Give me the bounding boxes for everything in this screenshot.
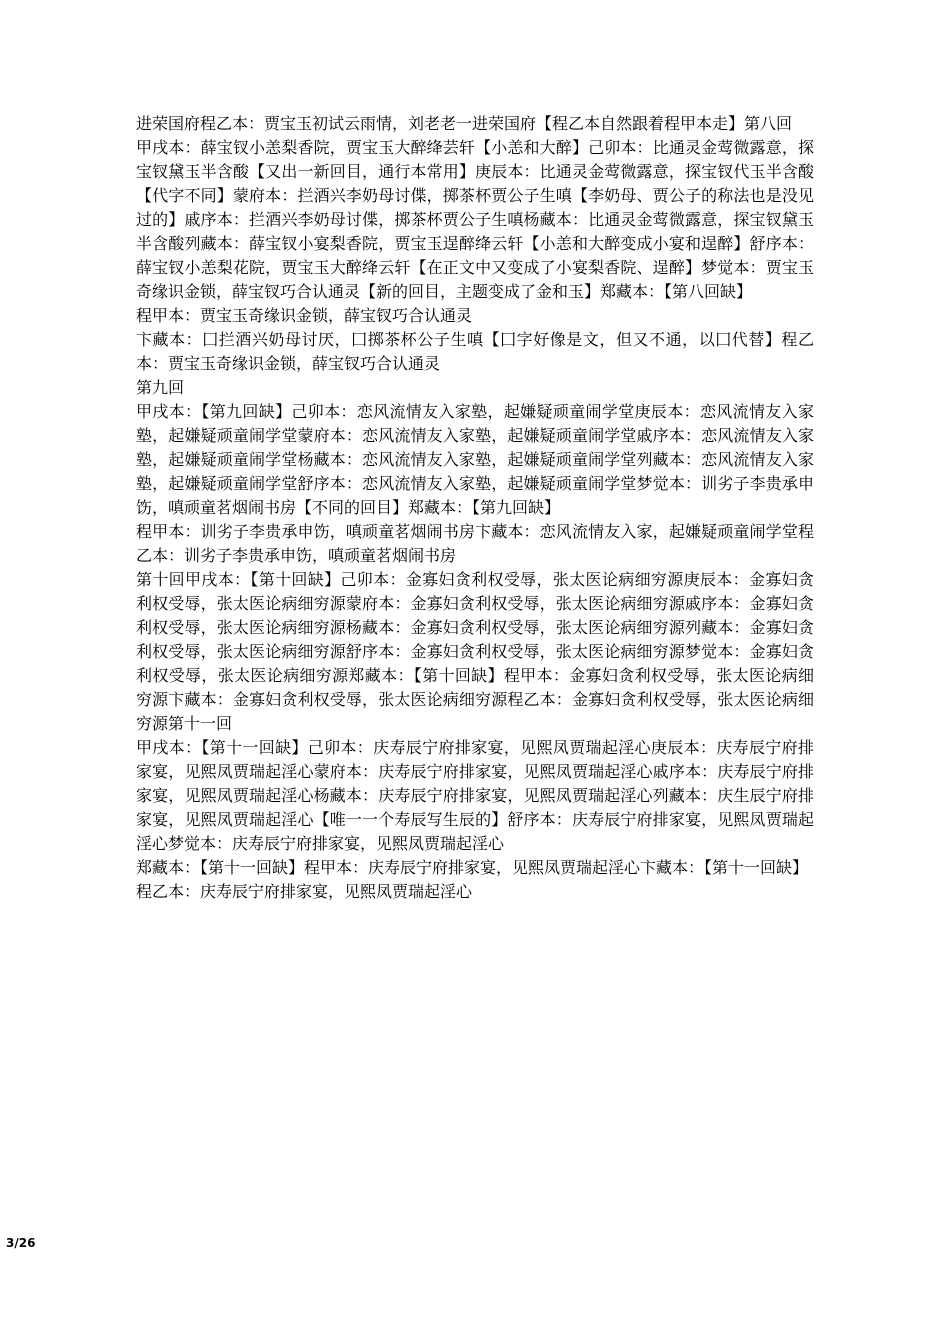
- paragraph: 程甲本：贾宝玉奇缘识金锁，薛宝钗巧合认通灵: [136, 306, 473, 325]
- paragraph: 程乙本：庆寿辰宁府排家宴，见熙凤贾瑞起淫心: [136, 882, 473, 901]
- paragraph: 甲戌本：【第九回缺】己卯本：恋风流情友入家塾，起嫌疑顽童闹学堂庚辰本：恋风流情友入家塾，起嫌疑顽童闹学堂蒙府本：恋风流情友入家塾，起嫌疑顽童闹学堂戚序本：恋风流情友入家塾，起嫌疑顽童闹学堂杨藏本：恋风流情友入家塾，起嫌疑顽童闹学堂列藏本：恋风流情友入家塾，起嫌疑顽童闹学堂舒序本：恋风流情友入家塾，起嫌疑顽童闹学堂梦觉本：训劣子李贵承申饬，嗔顽童茗烟闹书房【不同的回目】郑藏本：【第九回缺】: [136, 402, 814, 517]
- page-number: 3/26: [6, 1236, 36, 1250]
- paragraph: 程甲本：训劣子李贵承申饬，嗔顽童茗烟闹书房卞藏本：恋风流情友入家，起嫌疑顽童闹学堂程乙本：训劣子李贵承申饬，嗔顽童茗烟闹书房: [136, 522, 814, 565]
- paragraph: 郑藏本：【第十一回缺】程甲本：庆寿辰宁府排家宴，见熙凤贾瑞起淫心卞藏本：【第十一回缺】: [136, 858, 809, 877]
- paragraph: 甲戌本：【第十一回缺】己卯本：庆寿辰宁府排家宴，见熙凤贾瑞起淫心庚辰本：庆寿辰宁府排家宴，见熙凤贾瑞起淫心蒙府本：庆寿辰宁府排家宴，见熙凤贾瑞起淫心戚序本：庆寿辰宁府排家宴，见熙凤贾瑞起淫心杨藏本：庆寿辰宁府排家宴，见熙凤贾瑞起淫心列藏本：庆生辰宁府排家宴，见熙凤贾瑞起淫心【唯一一个寿辰写生辰的】舒序本：庆寿辰宁府排家宴，见熙凤贾瑞起淫心梦觉本：庆寿辰宁府排家宴，见熙凤贾瑞起淫心: [136, 738, 814, 853]
- paragraph: 进荣国府程乙本：贾宝玉初试云雨情，刘老老一进荣国府【程乙本自然跟着程甲本走】第八回: [136, 114, 793, 133]
- page-body: [136, 112, 814, 904]
- paragraph: 甲戌本：薛宝钗小恙梨香院，贾宝玉大醉绛芸轩【小恙和大醉】己卯本：比通灵金莺微露意，探宝钗黛玉半含酸【又出一新回目，通行本常用】庚辰本：比通灵金莺微露意，探宝钗代玉半含酸【代字不同】蒙府本：拦酒兴李奶母讨偞，掷茶杯贾公子生嗔【李奶母、贾公子的称法也是没见过的】戚序本：拦酒兴李奶母讨偞，掷茶杯贾公子生嗔杨藏本：比通灵金莺微露意，探宝钗黛玉半含酸列藏本：薛宝钗小宴梨香院，贾宝玉逞醉绛云轩【小恙和大醉变成小宴和逞醉】舒序本：薛宝钗小恙梨花院，贾宝玉大醉绛云轩【在正文中又变成了小宴梨香院、逞醉】梦觉本：贾宝玉奇缘识金锁，薛宝钗巧合认通灵【新的回目，主题变成了金和玉】郑藏本：【第八回缺】: [136, 138, 814, 301]
- paragraph: 第九回: [136, 378, 185, 397]
- paragraph: 卞藏本：囗拦酒兴奶母讨厌，囗掷茶杯公子生嗔【囗字好像是文，但又不通，以囗代替】程乙本：贾宝玉奇缘识金锁，薛宝钗巧合认通灵: [136, 330, 814, 373]
- paragraph: 第十回甲戌本：【第十回缺】己卯本：金寡妇贪利权受辱，张太医论病细穷源庚辰本：金寡妇贪利权受辱，张太医论病细穷源蒙府本：金寡妇贪利权受辱，张太医论病细穷源戚序本：金寡妇贪利权受辱，张太医论病细穷源杨藏本：金寡妇贪利权受辱，张太医论病细穷源列藏本：金寡妇贪利权受辱，张太医论病细穷源舒序本：金寡妇贪利权受辱，张太医论病细穷源梦觉本：金寡妇贪利权受辱，张太医论病细穷源郑藏本：【第十回缺】程甲本：金寡妇贪利权受辱，张太医论病细穷源卞藏本：金寡妇贪利权受辱，张太医论病细穷源程乙本：金寡妇贪利权受辱，张太医论病细穷源第十一回: [136, 570, 814, 733]
